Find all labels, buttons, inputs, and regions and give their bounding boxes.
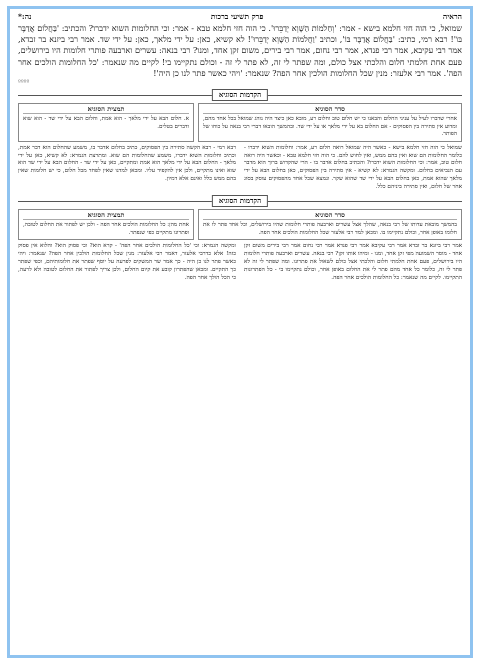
commentary-columns-2: [18, 243, 462, 283]
commentary-right-column-2: אמר רבי ביזנא בר זבדא אמר רבי עקיבא אמר רבי פנדא אמר רבי נחום אמר רבי בירים משום זקן אחד - מוסר השמועה מפי זקן אחד, ומנו - ומיהו אותו זקן? רבי בנאה. עשרים וארבעה פותרי חלומות היו בירושלים, פעם אחת חלמתי חלום והלכתי אצל כולם לשאול את פתרונו. ומה שפתר לי זה לא פתר לי זה, כלומר כל אחד מהם פתר לי את החלום באופן אחר, וכולם נתקיימו בי - כל הפתרונות התקיימו. לקיים מה שנאמר: כל החלומות הולכים אחר הפה.: [244, 243, 462, 281]
order-box-title: סדר הסוגיא: [203, 106, 457, 114]
summary-box-text: א. חלום הבא על ידי מלאך - הוא אמת, וחלום הבא על ידי שד - הוא שוא ודברים בטלים.: [23, 116, 190, 130]
commentary-columns: [18, 145, 462, 192]
order-box-text: אחרי שדברו לעיל על עניני החלום והבאנו כי יש חלום טוב וחלום רע, מובא כאן כיצד היה נוהג שמואל בכל אחד מהם, ומדוע אין סתירה בין הפסוקים - אם החלום בא על ידי מלאך או על ידי שד. ובהמשך הובאו דברי רבי בנאה על כוחו של הפותר.: [203, 116, 457, 138]
gemara-main-text: שמואל, כי הוה חזי חלמא בישא - אמר: 'וְחַלֹמוֹת הַשָּׁוְא יְדַבֵּרוּ'. כי הוה חזי חלמא טבא - אמר: וכי החלומות השוא ידברו? והכתיב: 'בַּחֲלוֹם אֲדַבֶּר בּוֹ'! רבא רמי, כתיב: 'בַּחֲלוֹם אֲדַבֶּר בּוֹ', וכתיב 'וַחֲלֹמוֹת הַשָּׁוְא יְדַבֵּרוּ'! לא קשיא, כאן: על ידי מלאך, כאן: על ידי שד. אמר רבי ביזנא בר זבדא, אמר רבי עקיבא, אמר רבי פנדא, אמר רבי נחום, אמר רבי בירים, משום זקן אחד, ומנו? רבי בנאה: עשרים וארבעה פותרי חלומות היו בירושלים, פעם אחת חלמתי חלום והלכתי אצל כולם, ומה שפתר לי זה, לא פתר לי זה - וכולם נתקיימו בי! לקיים מה שנאמר: 'כל החלומות הולכים אחר הפה'. אמר רבי אלעזר: מנין שכל החלומות הולכין אחר הפה? שנאמר: 'ויהי כאשר פתר לנו כן היה'!: [18, 23, 462, 78]
summary-box-title: תמצית הסוגיא: [23, 106, 189, 114]
summary-box-2: [18, 209, 194, 240]
summary-box-2-text: אחת מהן: כל החלומות הולכים אחר הפה - ולכן יש לפתור את החלום לטובה, ופתרונו מתקיים כפי שנפתר.: [23, 222, 190, 236]
order-box-2-text: בהמשך מובאת עדותו של רבי בנאה, שהלך אצל עשרים וארבעה פותרי חלומות שהיו בירושלים, וכל אחד פתר לו את חלומו באופן אחר, וכולם נתקיימו בו. ומכאן למד רבי אלעזר שכל החלומות הולכים אחר הפה.: [203, 222, 457, 236]
separator-marker: ºººº: [18, 79, 30, 87]
summary-boxes-2: [18, 209, 462, 240]
page: [7, 6, 473, 658]
banner-label-2: הקדמות הסוגיא: [212, 195, 268, 207]
header-right: הראיה: [442, 12, 462, 21]
commentary-left-column: רבא רמי - רבא הקשה סתירה בין הפסוקים, כתיב בחלום אדבר בו, משמע שהחלום הוא דבר אמת, וכתיב וחלומות השוא ידברו, משמע שהחלומות הם שוא. ומתרצת הגמרא: לא קשיא, כאן על ידי מלאך - החלום הבא על ידי מלאך הוא אמת ומתקיים, כאן על ידי שד - החלום הבא על ידי שד הוא שוא ואינו מתקיים, ולכן אין להקפיד עליו. ומכאן למדנו שאין לפחד מכל חלום, כי יש חלומות שאין בהם ממש כלל ואינם אלא דמיון.: [18, 144, 236, 183]
order-box-2-title: סדר הסוגיא: [203, 212, 457, 220]
order-box: [198, 103, 462, 142]
banner-label: הקדמות הסוגיא: [212, 89, 268, 101]
commentary-right-column: שמואל כי הוה חזי חלמא בישא - כאשר היה שמואל רואה חלום רע, אמר: וחלומות השוא ידברו - כלומר החלומות הם שוא ואין בהם ממש, ואין לחוש להם. כי הוה חזי חלמא טבא - וכאשר היה רואה חלום טוב, אמר: וכי החלומות השוא ידברו? והכתיב בחלום אדבר בו - הרי שהקדוש ברוך הוא מדבר עם הנביאים בחלום. ומקשה הגמרא: לא קשיא - אין סתירה בין הפסוקים, כאן בחלום הבא על ידי מלאך שהוא אמת, כאן בחלום הבא על ידי שד שהוא שקר. ונמצא שכל אחד מהפסוקים עוסק בסוג אחר של חלום, ואין סתירה ביניהם כלל.: [244, 144, 462, 191]
summary-boxes: [18, 103, 462, 142]
summary-box-2-title: תמצית הסוגיא: [23, 212, 189, 220]
header-page-number: נה:*: [18, 12, 32, 21]
page-header: [10, 9, 470, 21]
order-box-2: [198, 209, 462, 240]
header-center: פרק תשיעי ברכות: [210, 12, 264, 21]
summary-box: [18, 103, 194, 142]
commentary-left-column-2: ומקשה הגמרא: וכי 'כל החלומות הולכים אחר הפה' - קרא הוא? וכי פסוק הוא? והלוא אין פסוק כזה! אלא כדרבי אלעזר, דאמר רבי אלעזר: מנין שכל החלומות הולכין אחר הפה? שנאמר: ויהי כאשר פתר לנו כן היה - כך אמר שר המשקים לפרעה על יוסף שפתר את חלומותיהם, וכפי שפתר כך התקיים. ומכאן שהפתרון קובע את קיום החלום, ולכן צריך לפתור את החלום לטובה ולא לרעה, כי הכל הולך אחר הפה.: [18, 243, 236, 281]
section-banner: [18, 89, 462, 101]
section-banner-2: [18, 195, 462, 207]
